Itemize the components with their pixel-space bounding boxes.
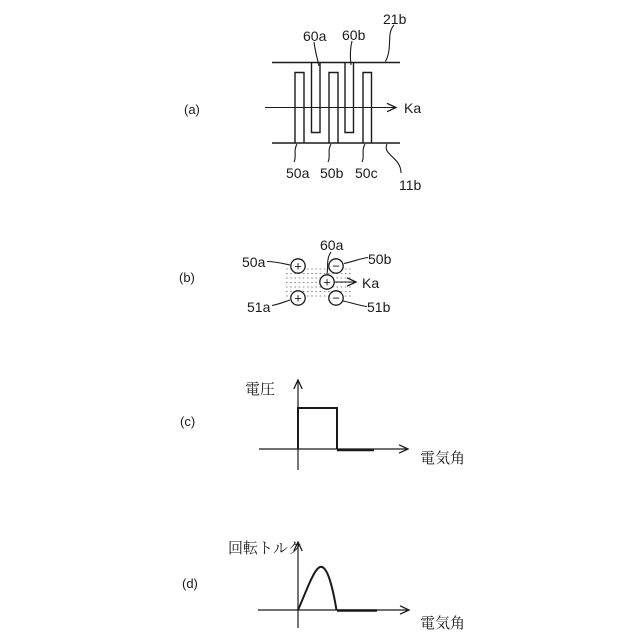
label-50c: 50c — [355, 165, 378, 181]
ka-arrow-label-b: Ka — [362, 275, 380, 291]
leader-21b — [386, 25, 395, 62]
charge-51a-sign: + — [294, 290, 302, 306]
charge-60a-sign: + — [323, 274, 331, 290]
panel-a-leader-lines — [294, 25, 401, 173]
c-x-axis-label: 電気角 — [420, 450, 466, 467]
leader-b-50a — [267, 262, 290, 266]
label-50b: 50b — [320, 165, 344, 181]
ka-arrow-label: Ka — [404, 100, 422, 116]
label-50a: 50a — [286, 165, 310, 181]
panel-d-torque-plot — [182, 539, 465, 632]
charge-51b-sign: − — [332, 290, 340, 306]
leader-b-50b — [344, 258, 368, 264]
leader-b-51a — [272, 300, 290, 306]
label-b-50a: 50a — [242, 254, 266, 270]
d-y-axis-label: 回転トルク — [228, 540, 303, 557]
c-voltage-pulse — [298, 408, 337, 449]
upper-electrode-60a — [312, 63, 321, 133]
leader-60b — [350, 41, 352, 65]
panel-d-tag: (d) — [182, 576, 198, 591]
panel-b-tag: (b) — [179, 270, 195, 285]
c-y-axis-label: 電圧 — [245, 381, 276, 398]
label-60b: 60b — [342, 27, 366, 43]
label-60a: 60a — [303, 28, 327, 44]
label-b-60a: 60a — [320, 237, 344, 253]
d-x-axis-label: 電気角 — [420, 615, 466, 632]
d-torque-curve — [298, 567, 337, 610]
leader-50b — [328, 144, 331, 162]
leader-50a — [294, 144, 297, 162]
panel-c-voltage-plot — [180, 380, 465, 470]
label-b-51b: 51b — [367, 299, 391, 315]
panel-b-charge-diagram — [179, 237, 392, 315]
leader-11b — [386, 144, 401, 173]
label-b-50b: 50b — [368, 251, 392, 267]
leader-b-51b — [343, 301, 367, 307]
panel-a-electrode-diagram — [184, 11, 422, 193]
panel-c-tag: (c) — [180, 414, 196, 429]
upper-electrode-60b — [345, 63, 354, 133]
label-21b: 21b — [383, 11, 407, 27]
charge-50a-sign: + — [294, 258, 302, 274]
label-11b: 11b — [399, 177, 422, 193]
leader-50c — [362, 144, 365, 162]
panel-a-tag: (a) — [184, 102, 200, 117]
charge-50b-sign: − — [332, 258, 340, 274]
label-b-51a: 51a — [247, 299, 271, 315]
panel-b-leader-lines — [267, 252, 368, 307]
